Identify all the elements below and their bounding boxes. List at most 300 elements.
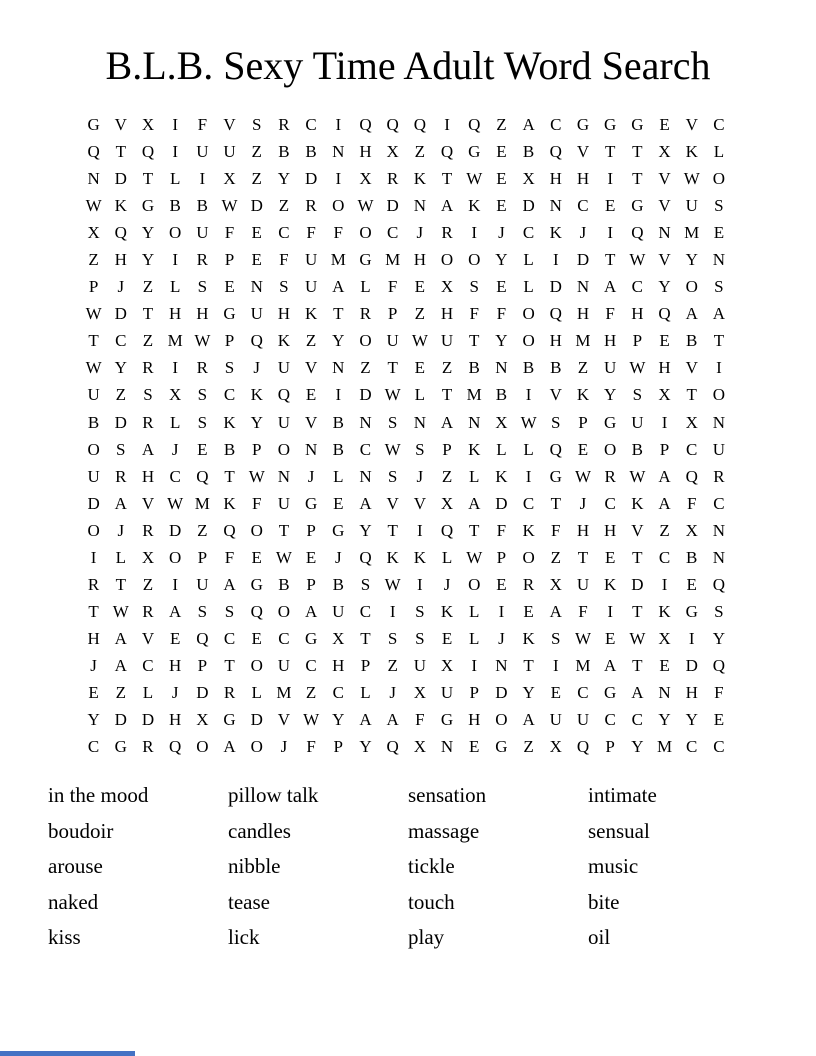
grid-cell: M bbox=[330, 250, 346, 270]
grid-cell: A bbox=[631, 683, 644, 702]
grid-cell: G bbox=[250, 574, 263, 594]
grid-cell: T bbox=[632, 547, 643, 567]
word-list-item: boudoir bbox=[48, 818, 114, 843]
grid-cell: I bbox=[444, 115, 450, 135]
grid-cell: S bbox=[387, 466, 398, 486]
grid-cell: S bbox=[224, 601, 235, 621]
grid-cell: O bbox=[196, 737, 209, 757]
grid-cell: K bbox=[658, 601, 671, 621]
grid-cell: F bbox=[279, 250, 289, 270]
grid-cell: U bbox=[196, 223, 209, 243]
grid-cell: I bbox=[607, 601, 613, 621]
grid-cell: T bbox=[632, 142, 643, 162]
grid-cell: E bbox=[713, 710, 725, 730]
grid-cell: O bbox=[495, 710, 508, 730]
grid-cell: W bbox=[303, 710, 320, 730]
grid-cell: J bbox=[579, 223, 587, 243]
grid-cell: I bbox=[90, 547, 97, 567]
grid-cell: U bbox=[304, 250, 318, 270]
grid-cell: F bbox=[306, 737, 316, 757]
grid-cell: E bbox=[713, 223, 725, 243]
grid-cell: C bbox=[332, 683, 344, 702]
grid-cell: A bbox=[604, 655, 617, 675]
grid-cell: P bbox=[578, 412, 588, 432]
grid-cell: B bbox=[468, 358, 480, 378]
grid-cell: U bbox=[277, 655, 291, 675]
grid-cell: G bbox=[304, 628, 318, 648]
grid-cell: Z bbox=[115, 385, 126, 405]
grid-cell: W bbox=[683, 169, 700, 189]
grid-cell: E bbox=[496, 574, 507, 594]
grid-cell: B bbox=[196, 196, 209, 216]
grid-cell: Z bbox=[197, 520, 208, 540]
grid-cell: F bbox=[469, 304, 479, 324]
grid-cell: I bbox=[335, 115, 342, 135]
grid-cell: S bbox=[387, 412, 398, 432]
grid-cell: N bbox=[468, 412, 481, 432]
grid-cell: Y bbox=[658, 277, 671, 297]
grid-cell: L bbox=[414, 385, 426, 405]
grid-cell: X bbox=[440, 277, 454, 297]
grid-cell: G bbox=[440, 710, 454, 730]
grid-cell: Z bbox=[251, 142, 262, 162]
grid-cell: M bbox=[575, 655, 591, 675]
grid-cell: D bbox=[250, 196, 263, 216]
grid-cell: T bbox=[577, 547, 589, 567]
word-list-item: oil bbox=[588, 925, 611, 950]
grid-cell: Z bbox=[251, 169, 262, 189]
grid-cell: J bbox=[171, 439, 179, 459]
grid-cell: V bbox=[658, 250, 671, 270]
word-list-item: bite bbox=[588, 889, 620, 914]
grid-cell: I bbox=[607, 169, 613, 189]
grid-cell: X bbox=[658, 628, 671, 648]
grid-cell: C bbox=[223, 385, 236, 405]
grid-cell: G bbox=[576, 115, 590, 135]
grid-cell: Q bbox=[87, 142, 100, 162]
grid-cell: E bbox=[659, 115, 670, 135]
grid-cell: Q bbox=[440, 520, 454, 540]
grid-cell: K bbox=[604, 574, 617, 594]
grid-cell: L bbox=[142, 683, 154, 702]
grid-cell: N bbox=[250, 277, 263, 297]
grid-cell: Q bbox=[196, 628, 209, 648]
grid-cell: Z bbox=[88, 250, 99, 270]
grid-cell: S bbox=[551, 412, 561, 432]
grid-cell: R bbox=[441, 223, 453, 243]
grid-cell: Y bbox=[685, 250, 698, 270]
grid-cell: K bbox=[223, 493, 236, 513]
grid-cell: T bbox=[604, 250, 616, 270]
grid-cell: U bbox=[549, 710, 562, 730]
grid-cell: X bbox=[359, 169, 372, 189]
grid-cell: X bbox=[332, 628, 345, 648]
grid-cell: K bbox=[631, 493, 644, 513]
grid-cell: S bbox=[714, 601, 724, 621]
grid-cell: D bbox=[196, 683, 209, 702]
grid-cell: U bbox=[277, 358, 291, 378]
grid-cell: A bbox=[440, 412, 454, 432]
grid-cell: S bbox=[714, 277, 724, 297]
grid-cell: P bbox=[197, 655, 208, 675]
grid-cell: E bbox=[441, 628, 453, 648]
grid-cell: Q bbox=[250, 331, 263, 351]
grid-cell: P bbox=[306, 574, 316, 594]
grid-cell: K bbox=[277, 331, 291, 351]
grid-cell: S bbox=[714, 196, 724, 216]
grid-cell: C bbox=[604, 710, 616, 730]
word-list-item: music bbox=[588, 854, 639, 879]
grid-cell: Q bbox=[277, 385, 291, 405]
grid-cell: T bbox=[142, 304, 154, 324]
grid-cell: C bbox=[278, 628, 290, 648]
grid-cell: C bbox=[577, 196, 589, 216]
grid-cell: N bbox=[332, 142, 345, 162]
grid-cell: B bbox=[305, 142, 317, 162]
grid-cell: Q bbox=[631, 223, 644, 243]
grid-cell: W bbox=[221, 196, 238, 216]
grid-cell: A bbox=[712, 304, 726, 324]
grid-cell: E bbox=[224, 277, 235, 297]
grid-cell: S bbox=[197, 277, 208, 297]
grid-cell: C bbox=[713, 115, 725, 135]
grid-cell: Z bbox=[414, 142, 426, 162]
grid-cell: U bbox=[87, 466, 100, 486]
grid-cell: F bbox=[251, 493, 262, 513]
grid-cell: W bbox=[248, 466, 265, 486]
grid-cell: L bbox=[360, 683, 371, 702]
grid-cell: Y bbox=[631, 737, 644, 757]
grid-cell: P bbox=[387, 304, 398, 324]
grid-cell: H bbox=[169, 710, 182, 730]
grid-cell: H bbox=[277, 304, 291, 324]
grid-cell: E bbox=[604, 196, 616, 216]
grid-cell: H bbox=[576, 520, 590, 540]
grid-cell: E bbox=[604, 547, 616, 567]
grid-cell: J bbox=[498, 628, 505, 648]
grid-cell: E bbox=[414, 277, 426, 297]
grid-cell: I bbox=[172, 142, 178, 162]
grid-cell: W bbox=[574, 628, 591, 648]
grid-cell: U bbox=[576, 574, 590, 594]
grid-cell: F bbox=[686, 493, 697, 513]
grid-cell: U bbox=[712, 439, 726, 459]
grid-cell: J bbox=[307, 466, 315, 486]
grid-cell: E bbox=[604, 628, 616, 648]
grid-cell: V bbox=[114, 115, 127, 135]
grid-cell: Z bbox=[142, 277, 154, 297]
grid-cell: X bbox=[386, 142, 399, 162]
word-list-item: touch bbox=[408, 889, 455, 914]
grid-cell: Z bbox=[305, 331, 317, 351]
grid-cell: T bbox=[523, 655, 534, 675]
grid-cell: J bbox=[498, 223, 505, 243]
grid-cell: S bbox=[279, 277, 289, 297]
grid-cell: J bbox=[416, 223, 424, 243]
grid-cell: T bbox=[333, 304, 344, 324]
grid-cell: Q bbox=[359, 115, 372, 135]
grid-cell: O bbox=[169, 547, 182, 567]
grid-cell: A bbox=[169, 601, 182, 621]
grid-cell: F bbox=[333, 223, 344, 243]
grid-cell: D bbox=[87, 493, 100, 513]
grid-cell: A bbox=[685, 304, 698, 324]
grid-cell: C bbox=[115, 331, 127, 351]
grid-cell: Z bbox=[577, 358, 589, 378]
grid-cell: T bbox=[115, 574, 126, 594]
grid-cell: C bbox=[631, 277, 644, 297]
grid-cell: J bbox=[117, 277, 125, 297]
grid-cell: S bbox=[251, 115, 262, 135]
grid-cell: B bbox=[495, 385, 508, 405]
grid-cell: Y bbox=[604, 385, 617, 405]
grid-cell: W bbox=[112, 601, 129, 621]
grid-cell: T bbox=[88, 601, 99, 621]
grid-cell: V bbox=[685, 115, 698, 135]
grid-cell: K bbox=[413, 547, 426, 567]
grid-cell: Z bbox=[387, 655, 398, 675]
grid-cell: H bbox=[685, 683, 698, 702]
grid-cell: E bbox=[550, 683, 561, 702]
grid-cell: R bbox=[305, 196, 317, 216]
grid-cell: S bbox=[143, 385, 153, 405]
grid-cell: P bbox=[659, 439, 670, 459]
grid-cell: Q bbox=[468, 115, 481, 135]
grid-cell: O bbox=[522, 304, 535, 324]
word-list-column bbox=[48, 778, 228, 956]
grid-cell: L bbox=[360, 277, 371, 297]
grid-cell: V bbox=[658, 169, 671, 189]
grid-cell: S bbox=[415, 601, 425, 621]
grid-cell: A bbox=[658, 493, 671, 513]
grid-cell: V bbox=[685, 358, 698, 378]
grid-cell: V bbox=[413, 493, 426, 513]
grid-cell: H bbox=[332, 655, 345, 675]
grid-cell: Y bbox=[332, 331, 345, 351]
grid-cell: N bbox=[712, 412, 726, 432]
grid-cell: E bbox=[577, 439, 589, 459]
word-list-item: candles bbox=[228, 818, 291, 843]
grid-cell: J bbox=[334, 547, 342, 567]
word-list-item: naked bbox=[48, 889, 99, 914]
grid-cell: D bbox=[114, 304, 127, 324]
grid-cell: S bbox=[197, 385, 208, 405]
grid-cell: B bbox=[332, 412, 344, 432]
grid-cell: U bbox=[440, 331, 454, 351]
grid-cell: H bbox=[196, 304, 209, 324]
grid-cell: T bbox=[224, 655, 235, 675]
grid-cell: S bbox=[360, 574, 371, 594]
grid-cell: S bbox=[469, 277, 479, 297]
grid-cell: O bbox=[250, 655, 263, 675]
grid-cell: A bbox=[440, 196, 454, 216]
grid-cell: I bbox=[335, 169, 342, 189]
grid-cell: W bbox=[466, 169, 483, 189]
grid-cell: O bbox=[468, 574, 481, 594]
grid-cell: Z bbox=[659, 520, 670, 540]
grid-cell: X bbox=[522, 169, 535, 189]
grid-cell: A bbox=[304, 601, 318, 621]
grid-cell: U bbox=[250, 304, 263, 324]
grid-cell: A bbox=[223, 574, 236, 594]
grid-cell: A bbox=[223, 737, 236, 757]
grid-cell: A bbox=[604, 277, 617, 297]
grid-cell: J bbox=[443, 574, 451, 594]
grid-cell: C bbox=[142, 655, 154, 675]
grid-cell: A bbox=[114, 628, 127, 648]
grid-cell: K bbox=[576, 385, 590, 405]
grid-cell: N bbox=[712, 250, 726, 270]
grid-cell: B bbox=[278, 574, 290, 594]
grid-cell: N bbox=[304, 439, 318, 459]
grid-cell: I bbox=[607, 223, 613, 243]
grid-cell: R bbox=[713, 466, 725, 486]
grid-cell: R bbox=[196, 250, 209, 270]
grid-cell: K bbox=[223, 412, 236, 432]
grid-cell: M bbox=[684, 223, 700, 243]
grid-cell: K bbox=[304, 304, 318, 324]
grid-cell: Q bbox=[386, 737, 399, 757]
grid-cell: O bbox=[468, 250, 481, 270]
grid-cell: Z bbox=[278, 196, 290, 216]
grid-cell: J bbox=[389, 683, 396, 702]
grid-cell: Q bbox=[141, 142, 155, 162]
grid-cell: T bbox=[550, 493, 561, 513]
grid-cell: J bbox=[416, 466, 424, 486]
grid-cell: Y bbox=[495, 331, 508, 351]
grid-cell: O bbox=[250, 520, 263, 540]
grid-cell: N bbox=[440, 737, 454, 757]
grid-cell: I bbox=[525, 385, 532, 405]
grid-cell: W bbox=[629, 250, 646, 270]
grid-cell: T bbox=[632, 601, 643, 621]
grid-cell: E bbox=[414, 358, 426, 378]
grid-cell: F bbox=[224, 223, 235, 243]
grid-cell: Z bbox=[305, 683, 317, 702]
grid-cell: O bbox=[712, 169, 726, 189]
grid-cell: T bbox=[387, 358, 398, 378]
grid-cell: H bbox=[604, 331, 617, 351]
grid-cell: M bbox=[194, 493, 210, 513]
grid-cell: D bbox=[386, 196, 399, 216]
grid-cell: H bbox=[413, 250, 426, 270]
grid-cell: G bbox=[223, 304, 236, 324]
grid-cell: E bbox=[496, 142, 507, 162]
grid-cell: D bbox=[631, 574, 644, 594]
grid-cell: S bbox=[415, 628, 425, 648]
grid-cell: L bbox=[169, 277, 181, 297]
grid-cell: W bbox=[411, 331, 428, 351]
grid-cell: Q bbox=[712, 655, 726, 675]
grid-cell: A bbox=[522, 115, 535, 135]
grid-cell: H bbox=[169, 304, 182, 324]
grid-cell: G bbox=[87, 115, 100, 135]
grid-cell: T bbox=[604, 142, 616, 162]
grid-cell: D bbox=[169, 520, 182, 540]
grid-cell: E bbox=[496, 277, 507, 297]
grid-cell: V bbox=[277, 710, 291, 730]
grid-cell: N bbox=[413, 196, 426, 216]
grid-cell: C bbox=[522, 223, 535, 243]
grid-cell: T bbox=[278, 520, 290, 540]
grid-cell: Y bbox=[141, 250, 155, 270]
grid-cell: O bbox=[604, 439, 617, 459]
word-list-column bbox=[588, 778, 768, 956]
grid-cell: A bbox=[359, 710, 372, 730]
grid-cell: L bbox=[169, 169, 181, 189]
grid-cell: G bbox=[549, 466, 562, 486]
grid-cell: C bbox=[522, 493, 535, 513]
grid-cell: M bbox=[167, 331, 183, 351]
grid-cell: G bbox=[304, 493, 318, 513]
grid-cell: U bbox=[196, 142, 209, 162]
word-list-item: play bbox=[408, 925, 445, 950]
grid-cell: V bbox=[223, 115, 236, 135]
grid-cell: A bbox=[359, 493, 372, 513]
grid-cell: O bbox=[87, 439, 100, 459]
grid-cell: D bbox=[495, 683, 508, 702]
grid-cell: K bbox=[522, 628, 535, 648]
grid-cell: R bbox=[142, 358, 154, 378]
grid-cell: G bbox=[604, 115, 617, 135]
grid-cell: T bbox=[632, 655, 643, 675]
grid-cell: N bbox=[87, 169, 100, 189]
grid-cell: K bbox=[522, 520, 535, 540]
grid-cell: E bbox=[496, 169, 507, 189]
grid-cell: U bbox=[604, 358, 617, 378]
grid-cell: O bbox=[277, 439, 291, 459]
grid-cell: X bbox=[440, 655, 454, 675]
grid-cell: Y bbox=[332, 710, 345, 730]
word-list-item: sensation bbox=[408, 783, 487, 807]
grid-cell: V bbox=[631, 520, 644, 540]
grid-cell: E bbox=[305, 547, 317, 567]
grid-cell: Y bbox=[277, 169, 291, 189]
word-list-item: sensual bbox=[588, 818, 650, 843]
word-list bbox=[48, 778, 768, 956]
grid-cell: K bbox=[114, 196, 127, 216]
grid-cell: C bbox=[305, 655, 317, 675]
grid-cell: W bbox=[520, 412, 537, 432]
grid-cell: Y bbox=[359, 520, 372, 540]
grid-cell: L bbox=[469, 601, 480, 621]
grid-cell: W bbox=[384, 439, 401, 459]
grid-cell: L bbox=[469, 628, 480, 648]
grid-cell: P bbox=[88, 277, 99, 297]
grid-cell: R bbox=[87, 574, 100, 594]
grid-cell: P bbox=[333, 737, 344, 757]
grid-cell: U bbox=[386, 331, 399, 351]
grid-cell: Z bbox=[360, 358, 371, 378]
grid-cell: P bbox=[605, 737, 615, 757]
grid-cell: U bbox=[440, 683, 454, 702]
grid-cell: C bbox=[686, 737, 698, 757]
grid-cell: P bbox=[360, 655, 371, 675]
grid-cell: H bbox=[359, 142, 372, 162]
grid-cell: G bbox=[604, 683, 617, 702]
grid-cell: D bbox=[304, 169, 318, 189]
grid-cell: D bbox=[114, 710, 127, 730]
grid-cell: D bbox=[114, 412, 127, 432]
grid-cell: O bbox=[359, 223, 372, 243]
grid-cell: L bbox=[441, 547, 453, 567]
grid-cell: V bbox=[141, 493, 155, 513]
grid-cell: O bbox=[87, 520, 100, 540]
grid-cell: F bbox=[496, 304, 507, 324]
grid-cell: H bbox=[87, 628, 100, 648]
grid-cell: C bbox=[169, 466, 181, 486]
grid-cell: C bbox=[713, 737, 725, 757]
